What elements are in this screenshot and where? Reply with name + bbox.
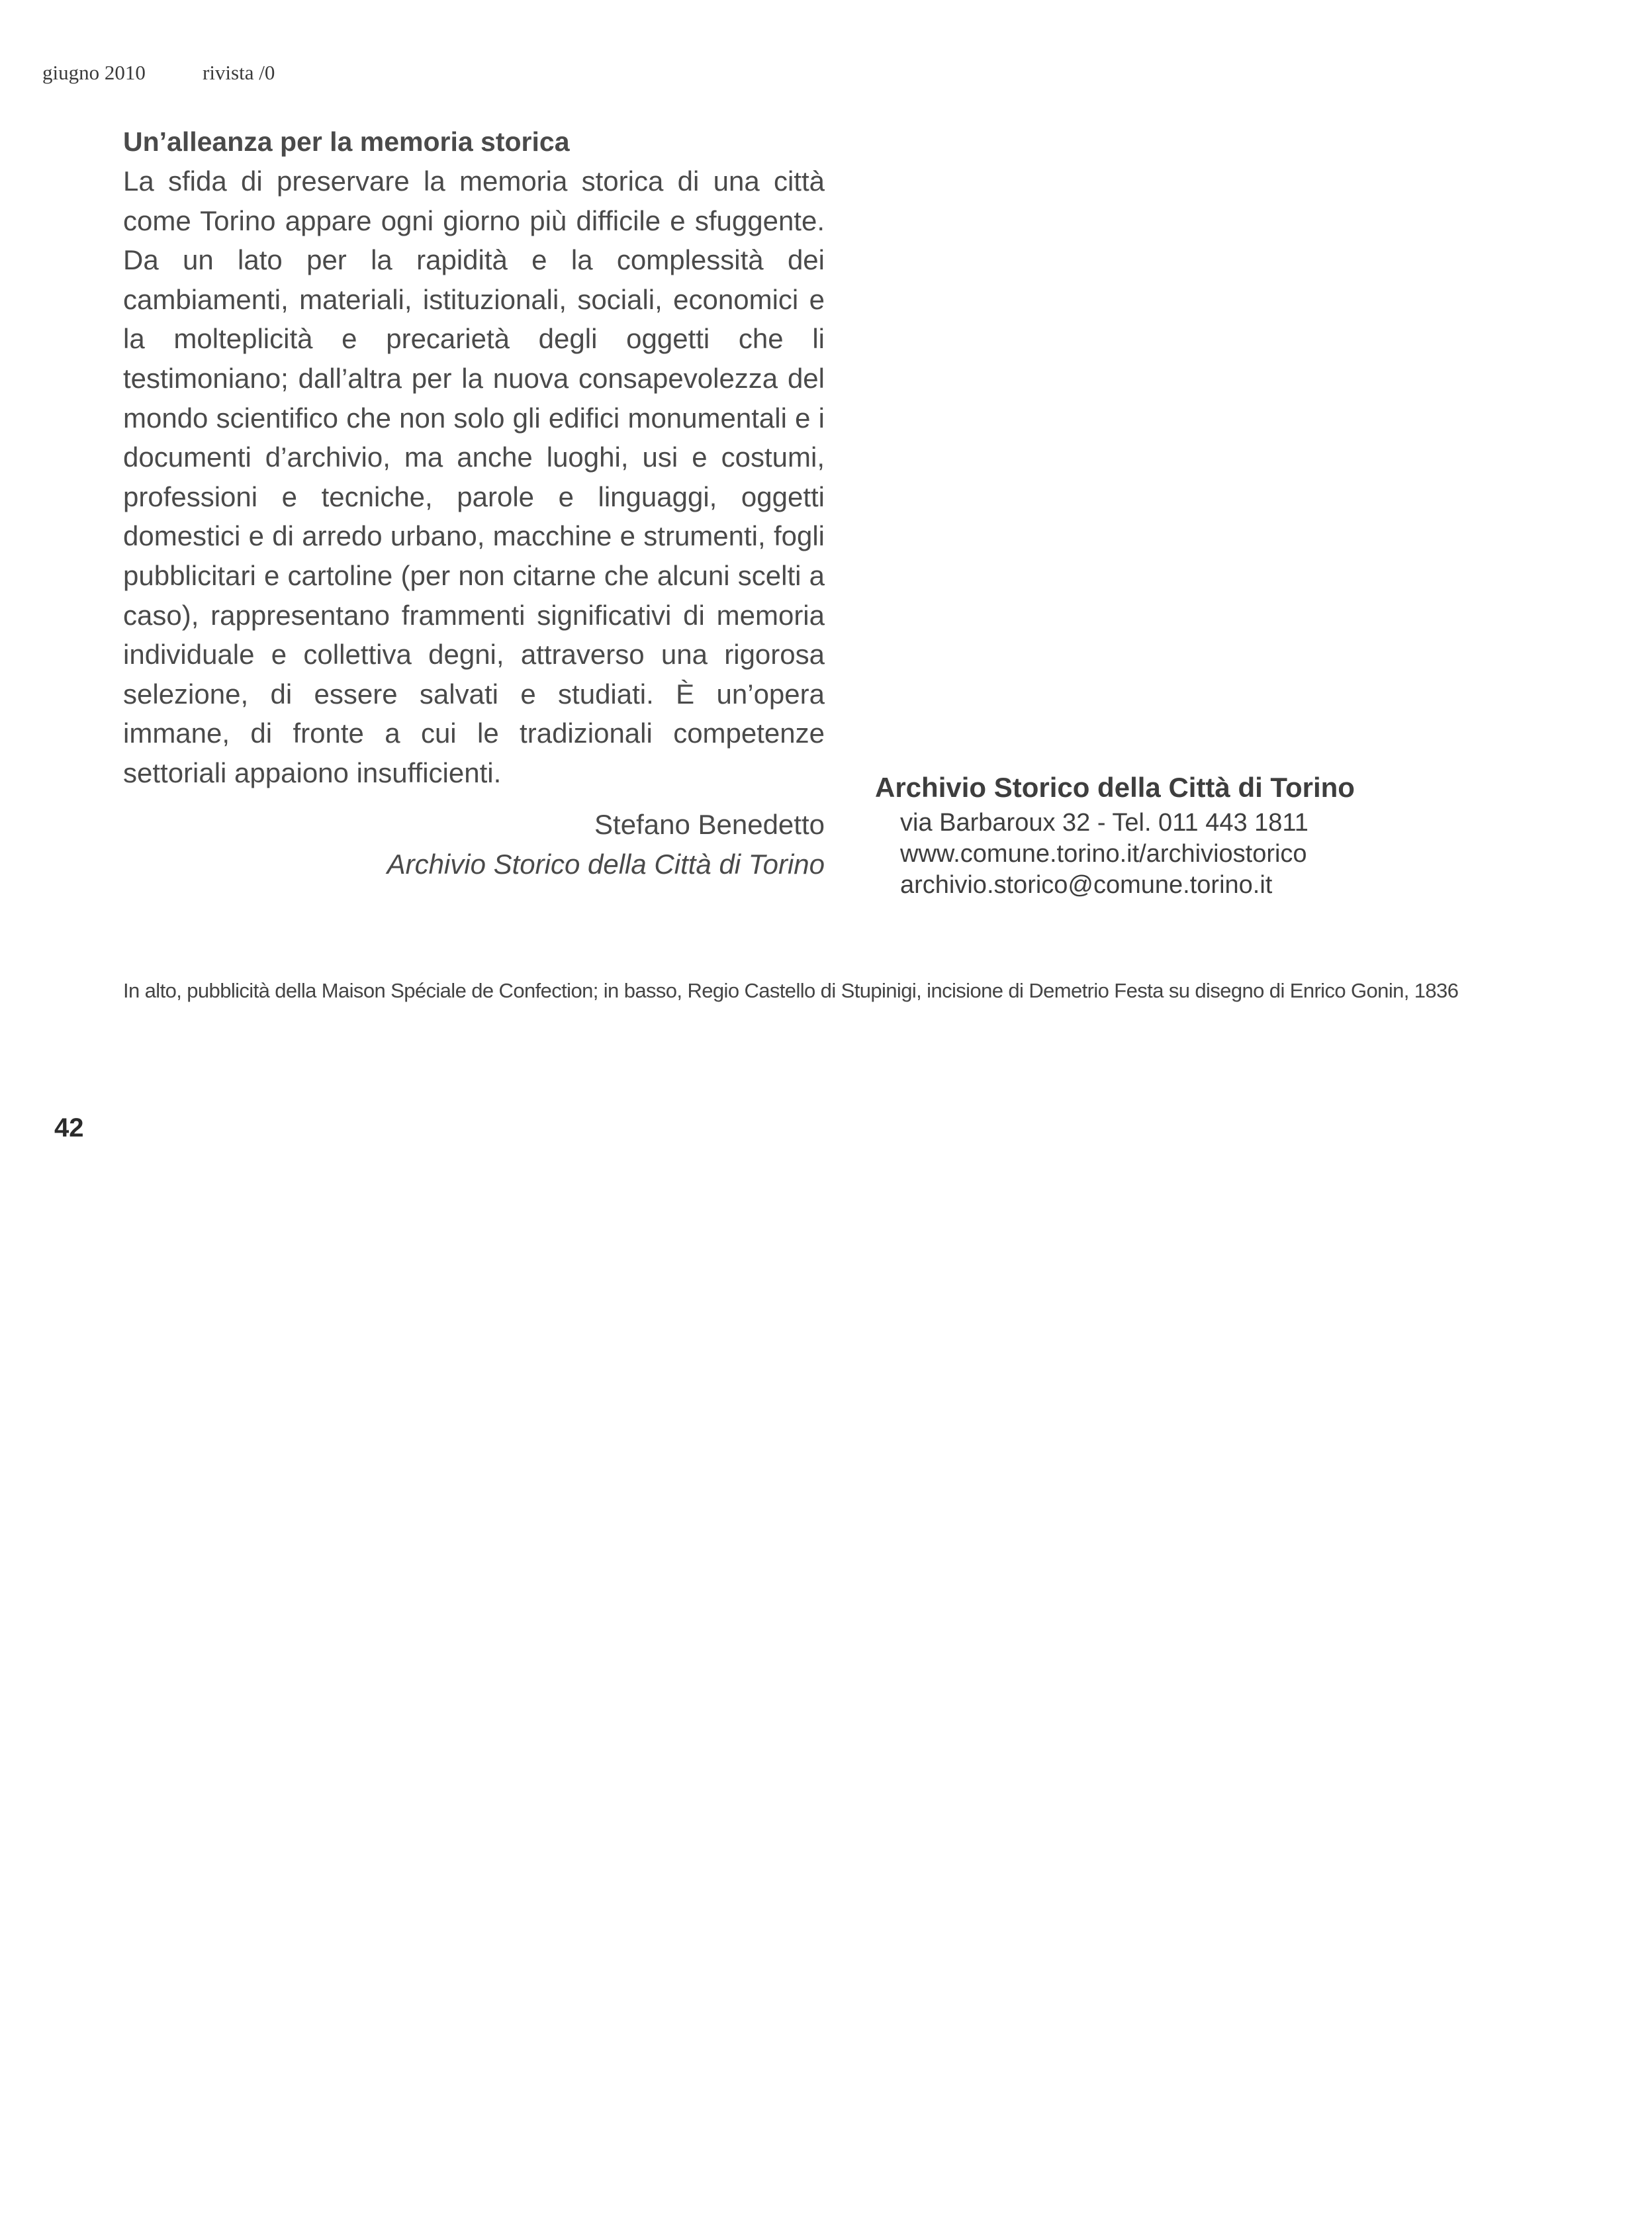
contact-address: via Barbaroux 32 - Tel. 011 443 1811 [900, 809, 1308, 837]
article [123, 122, 825, 884]
article-signature [123, 805, 825, 884]
article-title: Un’alleanza per la memoria storica [123, 126, 570, 157]
contact-box [875, 768, 1355, 901]
contact-title: Archivio Storico della Città di Torino [875, 772, 1355, 803]
image-caption: In alto, pubblicità della Maison Spéciale de Confection; in basso, Regio Castello di Stupinigi, incisione di Demetrio Festa su disegno di Enrico Gonin, 1836 [123, 979, 1459, 1002]
article-body: La sfida di preservare la memoria storica di una città come Torino appare ogni giorno più difficile e sfuggente. Da un lato per la rapidità e la complessità dei cambiamenti, materiali, istituzionali, sociali, economici e la molteplicità e precarietà degli oggetti che li testimoniano; dall’altra per la nuova consapevolezza del mondo scientifico che non solo gli edifici monumentali e i documenti d’archivio, ma anche luoghi, usi e costumi, professioni e tecniche, parole e linguaggi, oggetti domestici e di arredo urbano, macchine e strumenti, fogli pubblicitari e cartoline (per non citarne che alcuni scelti a caso), rappresentano frammenti significativi di memoria individuale e collettiva degni, attraverso una rigorosa selezione, di essere salvati e studiati. È un’opera immane, di fronte a cui le tradizionali competenze settoriali appaiono insufficienti. [123, 165, 825, 788]
contact-details [900, 808, 1355, 901]
page-number: 42 [54, 1113, 84, 1142]
contact-email[interactable]: archivio.storico@comune.torino.it [900, 871, 1273, 899]
issue-number: rivista /0 [203, 61, 275, 84]
contact-website[interactable]: www.comune.torino.it/archiviostorico [900, 840, 1307, 868]
issue-date: giugno 2010 [42, 61, 146, 84]
author-affiliation: Archivio Storico della Città di Torino [387, 848, 825, 880]
author-name: Stefano Benedetto [594, 808, 825, 840]
